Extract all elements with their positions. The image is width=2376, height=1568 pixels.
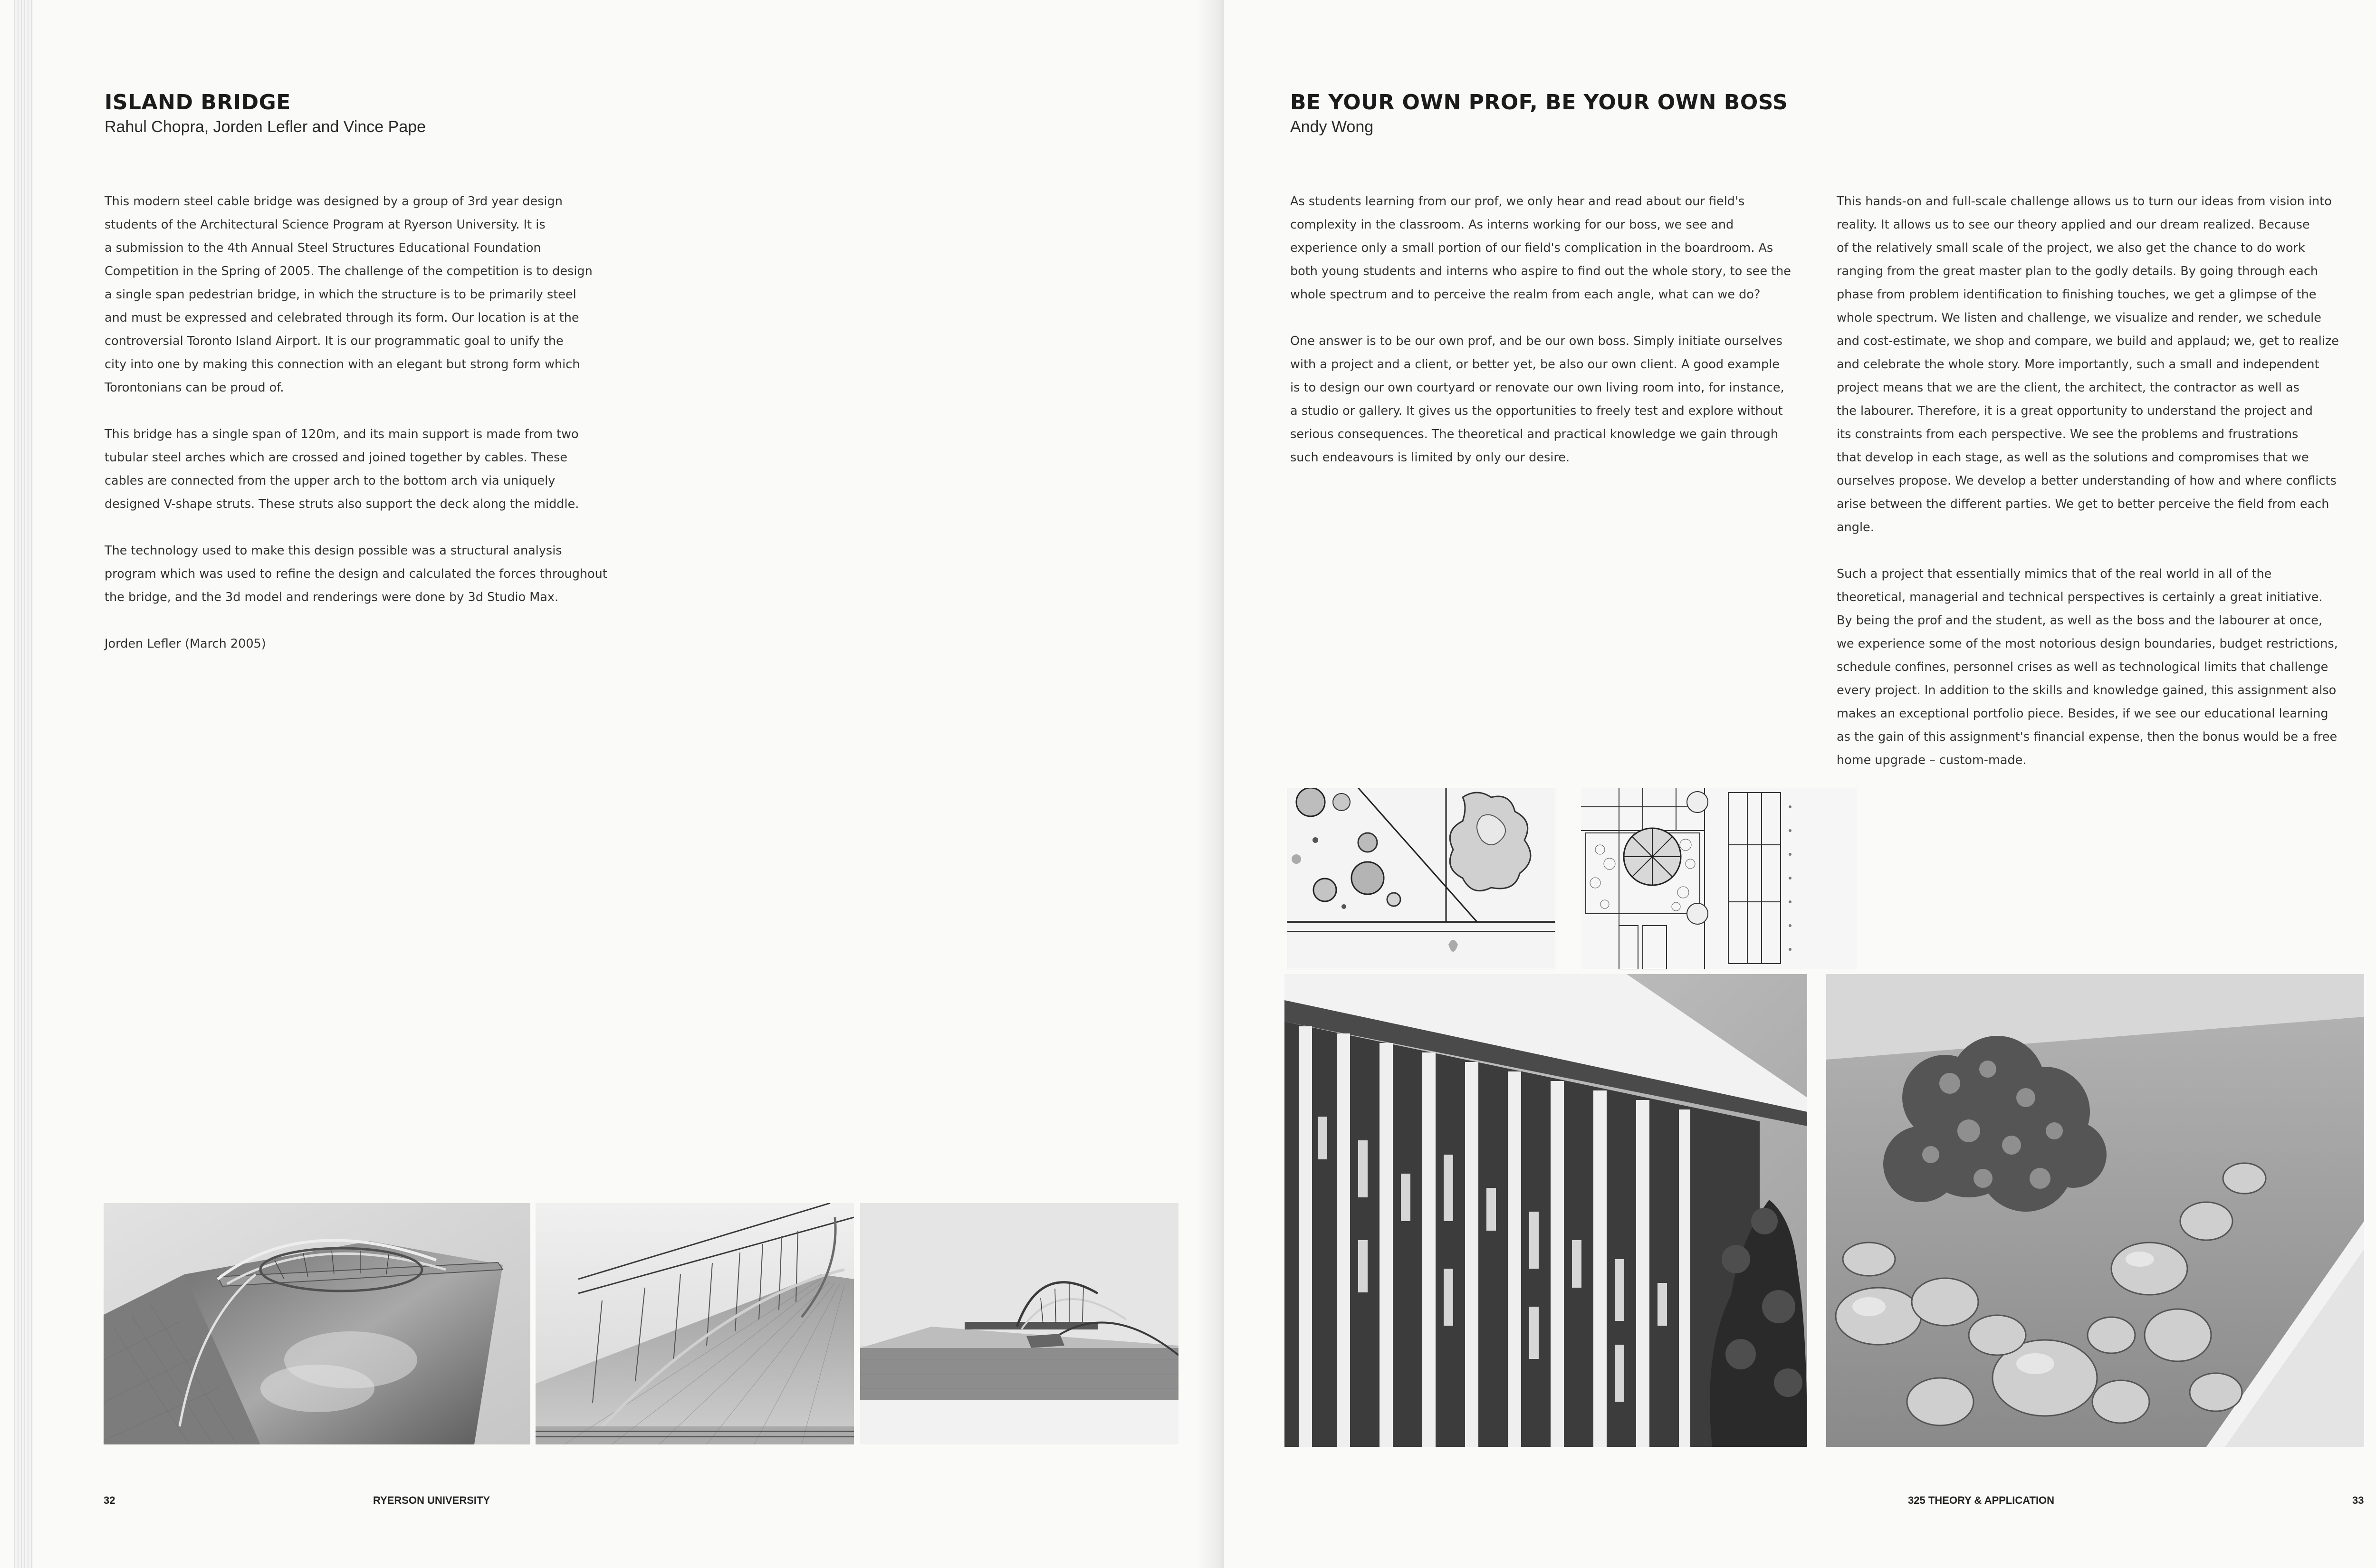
bridge-render-side-image [860,1203,1178,1444]
right-col2-paragraph-2: Such a project that essentially mimics that of the real world in all of the theoretical, managerial and technical perspectives is certainly a great initiative. By being the prof and the student, as well as the boss and the labourer at once, we experience some of the most notorious design boundaries, budget restrictions, schedule confines, personnel crises as well as technological limits that challenge every project. In addition to the skills and knowledge gained, this assignment also makes an exceptional portfolio piece. Besides, if we see our educational learning as the gain of this assignment's financial expense, then the bonus would be a free home upgrade – custom-made. [1837,567,2338,767]
left-paragraph-2: This bridge has a single span of 120m, and its main support is made from two tubular steel arches which are crossed and joined together by cables. These cables are connected from the upper arch to the bottom arch via uniquely designed V-shape struts. These struts also support the deck along the middle. [105,427,579,511]
left-article-authors: Rahul Chopra, Jorden Lefler and Vince Pape [105,118,426,136]
left-page-number: 32 [104,1494,115,1506]
left-footer-publication: RYERSON UNIVERSITY [373,1494,490,1506]
right-page [1224,0,2376,1568]
right-article-authors: Andy Wong [1290,118,1374,136]
garden-plants-rocks-photo-image [1826,974,2364,1447]
left-paragraph-byline: Jorden Lefler (March 2005) [105,637,266,651]
courtyard-plan-drawing-image [1581,788,1857,969]
right-footer-publication: 325 THEORY & APPLICATION [1908,1494,2055,1506]
left-article-title: ISLAND BRIDGE [105,90,291,115]
bridge-render-aerial-image [104,1203,530,1444]
courtyard-plan-sketch-image [1287,788,1555,969]
bridge-render-deck-image [536,1203,854,1444]
right-col2-paragraph-1: This hands-on and full-scale challenge allows us to turn our ideas from vision into reality. It allows us to see our theory applied and our dream realized. Because of the relatively small scale of the project, we also get the chance to do work ranging from the great master plan to the godly details. By going through each phase from problem identification to finishing touches, we get a glimpse of the whole spectrum. We listen and challenge, we visualize and render, we schedule and cost-estimate, we shop and compare, we build and applaud; we, get to realize and celebrate the whole story. More importantly, such a small and independent project means that we are the client, the architect, the contractor as well as the labourer. Therefore, it is a great opportunity to understand the project and its constraints from each perspective. We see the problems and frustrations that develop in each stage, as well as the solutions and compromises that we ourselves propose. We develop a better understanding of how and where conflicts arise between the different parties. We get to better perceive the field from each angle. [1837,194,2339,535]
right-page-number: 33 [2352,1494,2364,1506]
right-col1-paragraph-1: As students learning from our prof, we only hear and read about our field's complexity in the classroom. As interns working for our boss, we see and experience only a small portion of our field's complication in the boardroom. As both young students and interns who aspire to find out the whole story, to see the whole spectrum and to perceive the realm from each angle, what can we do? [1290,194,1791,302]
right-article-title: BE YOUR OWN PROF, BE YOUR OWN BOSS [1290,90,1788,115]
right-col1-paragraph-2: One answer is to be our own prof, and be our own boss. Simply initiate ourselves with a project and a client, or better yet, be also our own client. A good example is to design our own courtyard or renovate our own living room into, for instance, a studio or gallery. It gives us the opportunities to freely test and explore without serious consequences. The theoretical and practical knowledge we gain through such endeavours is limited by only our desire. [1290,334,1784,465]
left-paragraph-3: The technology used to make this design possible was a structural analysis program which was used to refine the design and calculated the forces throughout the bridge, and the 3d model and renderings were done by 3d Studio Max. [105,544,607,604]
building-facade-photo-image [1284,974,1807,1447]
right-article-column-1 [1290,190,1832,469]
left-article-body [105,190,665,656]
left-paragraph-1: This modern steel cable bridge was designed by a group of 3rd year design students of the Architectural Science Program at Ryerson University. It is a submission to the 4th Annual Steel Structures Educational Foundation Competition in the Spring of 2005. The challenge of the competition is to design a single span pedestrian bridge, in which the structure is to be primarily steel and must be expressed and celebrated through its form. Our location is at the controversial Toronto Island Airport. It is our programmatic goal to unify the city into one by making this connection with an elegant but strong form which Torontonians can be proud of. [105,194,593,395]
right-article-column-2 [1837,190,2376,772]
page-edges [14,0,33,1568]
